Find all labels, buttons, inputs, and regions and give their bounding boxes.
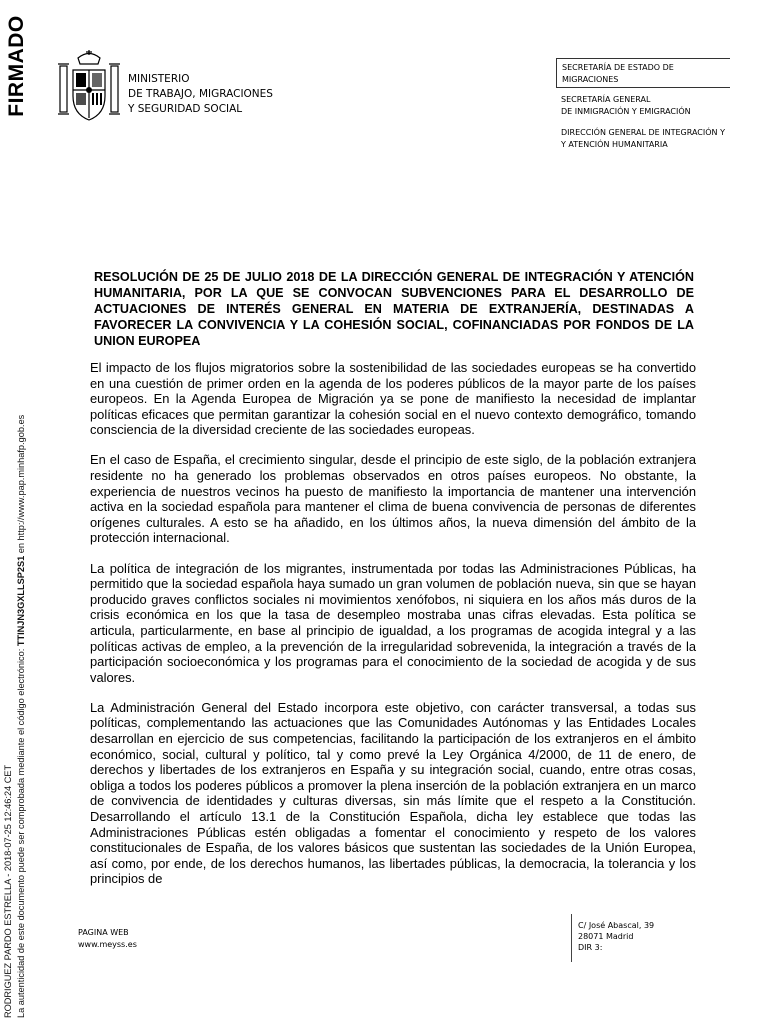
body-paragraph: El impacto de los flujos migratorios sobre la sostenibilidad de las sociedades europeas se ha convertido en una cuestión de primer orden en la agenda de los poderes públicos de la mayor parte de los países europeos. En la Agenda Europea de Migración ya se pone de manifiesto la necesidad de implantar políticas eficaces que permitan garantizar la cohesión social en el nuevo contexto demográfico, tomando consciencia de la diversidad creciente de las sociedades europeas. xyxy=(90,360,696,438)
footer-website xyxy=(78,927,137,951)
firmado-text: FIRMADO xyxy=(5,15,28,117)
org-line: MIGRACIONES xyxy=(562,75,619,84)
body-paragraph: La política de integración de los migrantes, instrumentada por todas las Administraciones Públicas, ha permitido que la sociedad española haya sumado un gran volumen de población nueva, sin que se hayan producido graves conflictos sociales ni movimientos xenófobos, ni siquiera en los años más duros de la crisis económica en los que la tasa de desempleo mostraba unas cifras elevadas. Esta política se articula, particularmente, en base al principio de igualdad, a los programas de acogida integral y a las políticas activas de empleo, a la prevención de la irregularidad sobrevenida, la integración a través de la participación socioeconómica y los programas para el conocimiento de la sociedad de acogida y de sus valores. xyxy=(90,560,696,685)
ministry-line: MINISTERIO xyxy=(128,73,190,85)
ministry-line: Y SEGURIDAD SOCIAL xyxy=(128,103,243,115)
verification-line xyxy=(15,414,28,1018)
footer-address xyxy=(578,920,654,953)
body-paragraph: En el caso de España, el crecimiento singular, desde el principio de este siglo, de la población extranjera residente no ha generado los problemas observados en otros países europeos. No obstante, la experiencia de nuestros vecinos ha puesto de manifiesto la importancia de mantener una intervención activa en la sociedad española para mantener el clima de buena convivencia de personas de diferentes orígenes culturales. A esto se ha añadido, en los últimos años, la nueva dimensión del ámbito de la protección internacional. xyxy=(90,452,696,546)
body-paragraph: La Administración General del Estado incorpora este objetivo, con carácter transversal, a todas sus políticas, complementando las actuaciones que las Comunidades Autónomas y las Entidades Locales desarrollan en ejercicio de sus competencias, facilitando la participación de los extranjeros en el ámbito económico, social, cultural y político, tal y como prevé la Ley Orgánica 4/2000, de 11 de enero, de derechos y libertades de los extranjeros en España y su integración social, cuando, entre otras cosas, obliga a todos los poderes públicos a promover la plena inserción de la población extranjera en un marco de convivencia de identidades y culturas diversas, sin más límite que el respeto a la Constitución. Desarrollando el artículo 13.1 de la Constitución Española, dicha ley establece que todas las Administraciones Públicas estén obligadas a fomentar el conocimiento y respeto de los valores constitucionales de España, de los valores básicos que sustentan las sociedades de la Unión Europea, así como, por ende, de los derechos humanos, las libertades públicas, la democracia, la tolerancia y los principios de xyxy=(90,699,696,887)
coat-of-arms-icon xyxy=(56,50,122,126)
org-line: Y ATENCIÓN HUMANITARIA xyxy=(561,140,668,149)
verification-code: TTINJN3GXLLSP2S1 xyxy=(16,555,26,647)
ministry-line: DE TRABAJO, MIGRACIONES xyxy=(128,88,273,100)
address-line: DIR 3: xyxy=(578,943,603,952)
verification-url[interactable]: en http://www.pap.minhafp.gob.es xyxy=(16,414,26,556)
signer-line: RODRIGUEZ PARDO ESTRELLA - 2018-07-25 12:46:24 CET xyxy=(3,764,13,1018)
direccion-general xyxy=(561,127,731,151)
org-line: DIRECCIÓN GENERAL DE INTEGRACIÓN Y xyxy=(561,128,725,137)
org-line: SECRETARÍA DE ESTADO DE xyxy=(562,63,674,72)
address-line: C/ José Abascal, 39 xyxy=(578,921,655,930)
electronic-signature-note xyxy=(2,414,36,1018)
secretaria-estado-box xyxy=(556,58,730,88)
org-line: DE INMIGRACIÓN Y EMIGRACIÓN xyxy=(561,107,691,116)
verification-prefix: La autenticidad de este documento puede ser comprobada mediante el código electrónico: xyxy=(16,646,26,1018)
web-url[interactable]: www.meyss.es xyxy=(78,940,137,949)
secretaria-general xyxy=(561,94,731,118)
firmado-stamp xyxy=(4,6,30,126)
footer-divider xyxy=(571,914,572,962)
web-label: PAGINA WEB xyxy=(78,928,129,937)
ministry-name xyxy=(128,72,273,117)
address-line: 28071 Madrid xyxy=(578,932,634,941)
org-line: SECRETARÍA GENERAL xyxy=(561,95,651,104)
document-body xyxy=(90,360,696,901)
document-title: RESOLUCIÓN DE 25 DE JULIO 2018 DE LA DIRECCIÓN GENERAL DE INTEGRACIÓN Y ATENCIÓN HUMANITARIA, POR LA QUE SE CONVOCAN SUBVENCIONES PARA EL DESARROLLO DE ACTUACIONES DE INTERÉS GENERAL EN MATERIA DE EXTRANJERÍA, DESTINADAS A FAVORECER LA CONVIVENCIA Y LA COHESIÓN SOCIAL, COFINANCIADAS POR FONDOS DE LA UNION EUROPEA xyxy=(94,270,694,348)
